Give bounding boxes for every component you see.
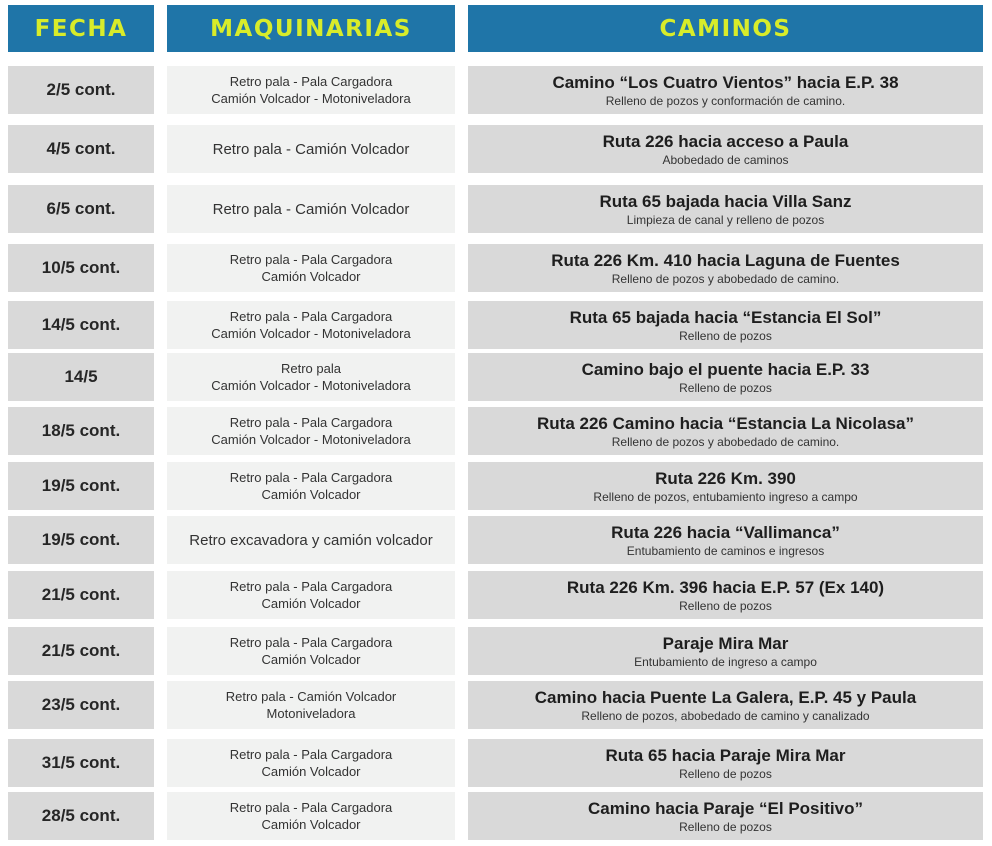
- table-row: [0, 125, 992, 173]
- maquinaria-line: Retro pala - Camión Volcador: [212, 200, 410, 218]
- table-row: [0, 516, 992, 564]
- camino-title: Camino bajo el puente hacia E.P. 33: [581, 359, 870, 379]
- camino-cell: [468, 571, 983, 619]
- camino-title: Ruta 65 bajada hacia Villa Sanz: [599, 191, 852, 211]
- camino-detail: Entubamiento de caminos e ingresos: [626, 543, 825, 558]
- camino-detail: Relleno de pozos: [679, 380, 772, 395]
- fecha-cell: 19/5 cont.: [8, 462, 154, 510]
- maquinaria-line: Camión Volcador - Motoniveladora: [211, 432, 411, 447]
- maquinarias-cell: [167, 627, 455, 675]
- maquinarias-cell: [167, 244, 455, 292]
- maquinaria-line: Retro pala - Pala Cargadora: [229, 635, 393, 650]
- maquinaria-line: Camión Volcador: [261, 652, 361, 667]
- fecha-cell: 31/5 cont.: [8, 739, 154, 787]
- camino-title: Camino hacia Puente La Galera, E.P. 45 y Paula: [534, 687, 917, 707]
- camino-detail: Relleno de pozos, entubamiento ingreso a campo: [593, 489, 858, 504]
- maquinaria-line: Camión Volcador - Motoniveladora: [211, 378, 411, 393]
- fecha-cell: 23/5 cont.: [8, 681, 154, 729]
- camino-detail: Relleno de pozos: [679, 328, 772, 343]
- fecha-cell: 21/5 cont.: [8, 627, 154, 675]
- camino-cell: [468, 244, 983, 292]
- maquinaria-line: Camión Volcador: [261, 596, 361, 611]
- table-row: [0, 681, 992, 729]
- camino-cell: [468, 66, 983, 114]
- header-maquinarias: MAQUINARIAS: [167, 5, 455, 52]
- camino-detail: Relleno de pozos y abobedado de camino.: [611, 434, 840, 449]
- camino-cell: [468, 185, 983, 233]
- maquinarias-cell: [167, 571, 455, 619]
- camino-cell: [468, 462, 983, 510]
- camino-detail: Relleno de pozos y abobedado de camino.: [611, 271, 840, 286]
- camino-cell: [468, 792, 983, 840]
- maquinaria-line: Retro pala - Pala Cargadora: [229, 470, 393, 485]
- table-row: [0, 739, 992, 787]
- table-row: [0, 185, 992, 233]
- fecha-cell: 10/5 cont.: [8, 244, 154, 292]
- maquinarias-cell: [167, 516, 455, 564]
- fecha-cell: 6/5 cont.: [8, 185, 154, 233]
- table-row: [0, 792, 992, 840]
- maquinaria-line: Camión Volcador - Motoniveladora: [211, 91, 411, 106]
- maquinaria-line: Retro pala - Pala Cargadora: [229, 747, 393, 762]
- maquinarias-cell: [167, 301, 455, 349]
- camino-detail: Abobedado de caminos: [662, 152, 789, 167]
- maquinaria-line: Camión Volcador: [261, 817, 361, 832]
- maquinarias-cell: [167, 407, 455, 455]
- maquinarias-cell: [167, 462, 455, 510]
- table-row: [0, 244, 992, 292]
- maquinaria-line: Retro excavadora y camión volcador: [189, 531, 433, 549]
- camino-title: Paraje Mira Mar: [662, 633, 789, 653]
- fecha-cell: 2/5 cont.: [8, 66, 154, 114]
- maquinaria-line: Retro pala - Pala Cargadora: [229, 252, 393, 267]
- maquinarias-cell: [167, 185, 455, 233]
- fecha-cell: 14/5: [8, 353, 154, 401]
- fecha-cell: 4/5 cont.: [8, 125, 154, 173]
- maquinaria-line: Camión Volcador - Motoniveladora: [211, 326, 411, 341]
- maquinarias-cell: [167, 681, 455, 729]
- fecha-cell: 21/5 cont.: [8, 571, 154, 619]
- table-row: [0, 301, 992, 349]
- fecha-cell: 19/5 cont.: [8, 516, 154, 564]
- camino-cell: [468, 681, 983, 729]
- camino-cell: [468, 627, 983, 675]
- camino-title: Camino “Los Cuatro Vientos” hacia E.P. 38: [552, 72, 899, 92]
- header-fecha: FECHA: [8, 5, 154, 52]
- maquinaria-line: Camión Volcador: [261, 487, 361, 502]
- camino-title: Ruta 226 Km. 410 hacia Laguna de Fuentes: [551, 250, 900, 270]
- maquinarias-cell: [167, 125, 455, 173]
- camino-title: Ruta 65 hacia Paraje Mira Mar: [605, 745, 846, 765]
- maquinaria-line: Retro pala - Camión Volcador: [212, 140, 410, 158]
- camino-detail: Relleno de pozos: [679, 766, 772, 781]
- maquinaria-line: Retro pala: [281, 361, 341, 376]
- table-row: [0, 627, 992, 675]
- camino-title: Ruta 226 Camino hacia “Estancia La Nicolasa”: [537, 413, 914, 433]
- maquinarias-cell: [167, 739, 455, 787]
- camino-cell: [468, 739, 983, 787]
- fecha-cell: 18/5 cont.: [8, 407, 154, 455]
- camino-detail: Entubamiento de ingreso a campo: [634, 654, 817, 669]
- camino-cell: [468, 125, 983, 173]
- camino-cell: [468, 301, 983, 349]
- table-row: [0, 66, 992, 114]
- maquinaria-line: Retro pala - Pala Cargadora: [229, 800, 393, 815]
- maquinaria-line: Retro pala - Pala Cargadora: [229, 74, 393, 89]
- table-row: [0, 407, 992, 455]
- camino-title: Camino hacia Paraje “El Positivo”: [588, 798, 863, 818]
- camino-detail: Relleno de pozos: [679, 819, 772, 834]
- camino-title: Ruta 226 hacia acceso a Paula: [602, 131, 849, 151]
- camino-title: Ruta 65 bajada hacia “Estancia El Sol”: [569, 307, 882, 327]
- maquinarias-cell: [167, 66, 455, 114]
- fecha-cell: 14/5 cont.: [8, 301, 154, 349]
- maquinaria-line: Motoniveladora: [266, 706, 356, 721]
- camino-detail: Relleno de pozos: [679, 598, 772, 613]
- maquinaria-line: Retro pala - Pala Cargadora: [229, 415, 393, 430]
- maquinarias-cell: [167, 792, 455, 840]
- camino-cell: [468, 516, 983, 564]
- maquinaria-line: Camión Volcador: [261, 764, 361, 779]
- camino-detail: Limpieza de canal y relleno de pozos: [626, 212, 825, 227]
- camino-title: Ruta 226 Km. 390: [655, 468, 796, 488]
- maquinaria-line: Camión Volcador: [261, 269, 361, 284]
- maquinaria-line: Retro pala - Pala Cargadora: [229, 579, 393, 594]
- fecha-cell: 28/5 cont.: [8, 792, 154, 840]
- camino-title: Ruta 226 Km. 396 hacia E.P. 57 (Ex 140): [566, 577, 885, 597]
- maquinarias-cell: [167, 353, 455, 401]
- camino-title: Ruta 226 hacia “Vallimanca”: [611, 522, 840, 542]
- maquinaria-line: Retro pala - Pala Cargadora: [229, 309, 393, 324]
- header-caminos: CAMINOS: [468, 5, 983, 52]
- camino-detail: Relleno de pozos, abobedado de camino y canalizado: [581, 708, 870, 723]
- table-row: [0, 571, 992, 619]
- table-row: [0, 353, 992, 401]
- table-row: [0, 462, 992, 510]
- maquinaria-line: Retro pala - Camión Volcador: [225, 689, 397, 704]
- camino-cell: [468, 353, 983, 401]
- camino-detail: Relleno de pozos y conformación de camino.: [605, 93, 846, 108]
- camino-cell: [468, 407, 983, 455]
